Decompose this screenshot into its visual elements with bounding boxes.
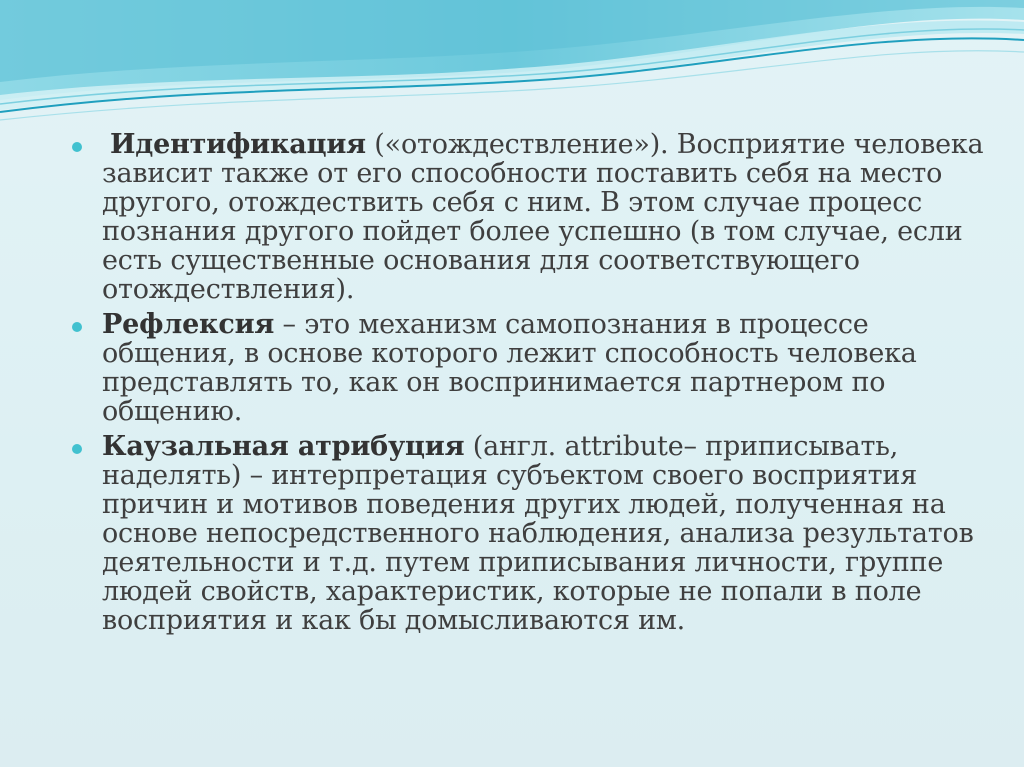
bullet-identification <box>72 130 992 304</box>
bullet-list <box>72 130 992 641</box>
decorative-wave-header <box>0 0 1024 130</box>
bullet-reflection <box>72 310 992 426</box>
bullet-dot-icon <box>72 322 82 332</box>
bullet-dot-icon <box>72 142 82 152</box>
bullet-term: Идентификация <box>110 129 366 160</box>
bullet-term: Рефлексия <box>102 309 275 340</box>
bullet-text: (англ. attribute– приписывать, наделять) – интерпретация субъектом своего восприятия причин и мотивов поведения других людей, полученная на основе непосредственного наблюдения, анализа результатов деятельности и т.д. путем приписывания личности, группе людей свойств, характеристик, которые не попали в поле восприятия и как бы домысливаются им. <box>102 431 974 636</box>
bullet-term: Каузальная атрибуция <box>102 431 465 462</box>
bullet-causal-attribution <box>72 432 992 635</box>
bullet-dot-icon <box>72 444 82 454</box>
bullet-text: («отождествление»). Восприятие человека зависит также от его способности поставить себя на место другого, отождествить себя с ним. В этом случае процесс познания другого пойдет более успешно (в том случае, если есть существенные основания для соответствующего отождествления). <box>102 129 984 305</box>
bullet-text: – это механизм самопознания в процессе общения, в основе которого лежит способность человека представлять то, как он воспринимается партнером по общению. <box>102 309 917 427</box>
